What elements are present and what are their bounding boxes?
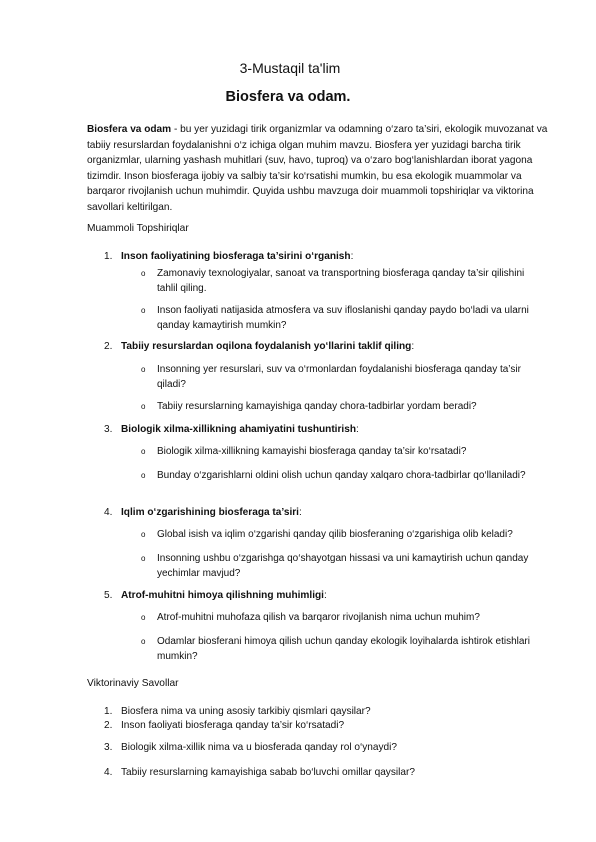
task-item [104,424,359,435]
task-title: Inson faoliyatining biosferaga ta’sirini o‘rganish [121,251,351,262]
quiz-number: 4. [104,767,113,778]
circle-bullet-icon: o [141,554,146,563]
task-number: 3. [104,424,113,435]
task-subitem [141,444,546,459]
subitem-text: Zamonaviy texnologiyalar, sanoat va transportning biosferaga qanday ta’sir qilishini tahlil qiling. [157,268,525,295]
task-suffix: : [323,590,327,601]
quiz-item [104,742,397,753]
circle-bullet-icon: o [141,613,146,622]
task-title: Iqlim o‘zgarishining biosferaga ta’siri [121,507,299,518]
subitem-text: Tabiiy resurslarning kamayishiga qanday chora-tadbirlar yordam beradi? [157,401,477,412]
intro-paragraph [87,122,557,216]
task-subitem [141,527,546,542]
subitem-text: Insonning yer resurslari, suv va o‘rmonlardan foydalanishi biosferaga qanday ta’sir qiladi? [157,364,521,391]
subitem-text: Bunday o‘zgarishlarni oldini olish uchun qanday xalqaro chora-tadbirlar qo‘llaniladi? [157,470,526,481]
task-item [104,341,414,352]
task-subitem [141,610,546,625]
task-subitem [141,303,546,334]
quiz-item [104,767,415,778]
quiz-item [104,720,344,731]
quiz-text: Inson faoliyati biosferaga qanday ta’sir ko‘rsatadi? [121,720,345,731]
task-suffix: : [356,424,359,435]
task-number: 4. [104,507,113,518]
task-title: Biologik xilma-xillikning ahamiyatini tushuntirish [121,424,356,435]
circle-bullet-icon: o [141,402,146,411]
task-suffix: : [411,341,415,352]
quiz-text: Tabiiy resurslarning kamayishiga sabab bo‘luvchi omillar qaysilar? [121,767,415,778]
intro-text: - bu yer yuzidagi tirik organizmlar va odamning o‘zaro ta’siri, ekologik muvozanat va tabiiy resurslardan foydalanishni o‘z ichiga olgan muhim mavzu. Biosfera yer yuzidagi barcha tirik organizmlar, ularning yashash muhitlari (suv, havo, tuproq) va o‘zaro bog‘lanishlardan iborat yagona tizimdir. Inson biosferaga ijobiy va salbiy ta’sir ko‘rsatishi mumkin, bu esa ekologik muammolar va barqaror rivojlanish uchun muhimdir. Quyida ushbu mavzuga doir muammoli topshiriqlar va viktorina savollari keltirilgan. [87,124,548,213]
subitem-text: Global isish va iqlim o‘zgarishi qanday qilib biosferaning o‘zgarishiga olib keladi? [157,529,513,540]
task-subitem [141,362,546,393]
circle-bullet-icon: o [141,471,146,480]
subitem-text: Insonning ushbu o‘zgarishga qo‘shayotgan hissasi va uni kamaytirish uchun qanday yechimlar mavjud? [157,553,529,580]
task-number: 2. [104,341,113,352]
quiz-text: Biosfera nima va uning asosiy tarkibiy qismlari qaysilar? [121,706,371,717]
circle-bullet-icon: o [141,306,146,315]
task-title: Atrof-muhitni himoya qilishning muhimligi [121,590,324,601]
task-suffix: : [350,251,354,262]
subitem-text: Inson faoliyati natijasida atmosfera va suv ifloslanishi qanday paydo bo‘ladi va ularni qanday kamaytirish mumkin? [157,305,529,332]
task-number: 5. [104,590,113,601]
circle-bullet-icon: o [141,530,146,539]
subtitle-text: 3-Mustaqil ta'lim [239,60,341,76]
subitem-text: Atrof-muhitni muhofaza qilish va barqaror rivojlanish nima uchun muhim? [157,612,480,623]
task-subitem [141,634,546,665]
quiz-section-label: Viktorinaviy Savollar [87,678,179,689]
circle-bullet-icon: o [141,365,146,374]
quiz-text: Biologik xilma-xillik nima va u biosferada qanday rol o‘ynaydi? [121,742,398,753]
quiz-number: 3. [104,742,113,753]
intro-term: Biosfera va odam [87,124,172,135]
task-subitem [141,266,546,297]
task-item [104,507,302,518]
quiz-item [104,706,371,717]
document-title [0,89,596,105]
quiz-number: 1. [104,706,113,717]
quiz-number: 2. [104,720,113,731]
tasks-section-label: Muammoli Topshiriqlar [87,223,189,234]
subitem-text: Odamlar biosferani himoya qilish uchun qanday ekologik loyihalarda ishtirok etishlari mumkin? [157,636,530,663]
task-item [104,251,353,262]
task-suffix: : [298,507,302,518]
task-subitem [141,399,546,414]
task-item [104,590,327,601]
task-subitem [141,551,546,582]
task-title: Tabiiy resurslardan oqilona foydalanish yo‘llarini taklif qiling [121,341,412,352]
circle-bullet-icon: o [141,637,146,646]
task-subitem [141,468,546,483]
circle-bullet-icon: o [141,269,146,278]
title-text: Biosfera va odam. [225,89,351,105]
subitem-text: Biologik xilma-xillikning kamayishi biosferaga qanday ta’sir ko‘rsatadi? [157,446,467,457]
circle-bullet-icon: o [141,447,146,456]
task-number: 1. [104,251,113,262]
document-subtitle [0,60,596,76]
